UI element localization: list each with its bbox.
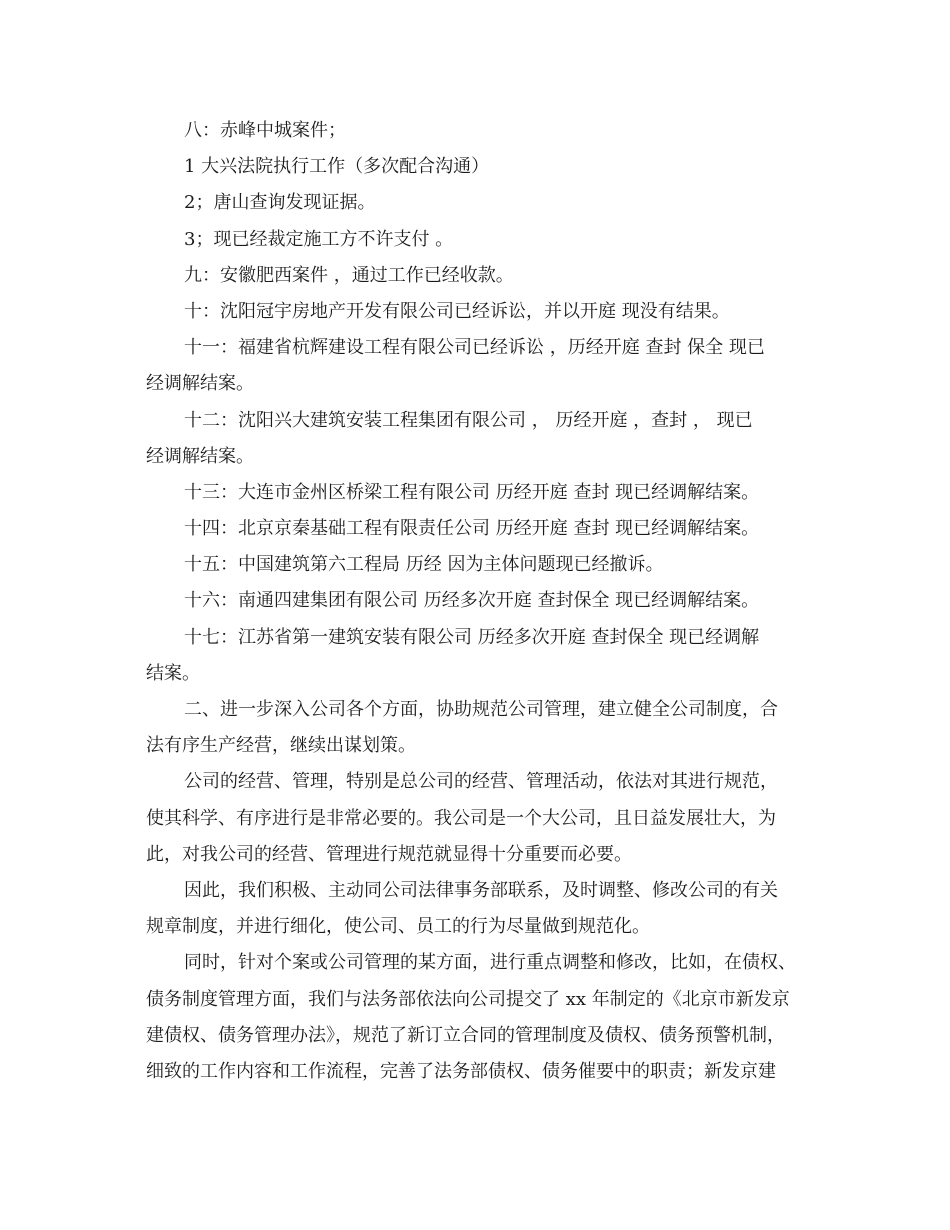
text-line: 经调解结案。 xyxy=(146,445,254,467)
text-line: 细致的工作内容和工作流程，完善了法务部债权、债务催要中的职责；新发京建 xyxy=(146,1060,776,1082)
text-line: 二、进一步深入公司各个方面，协助规范公司管理，建立健全公司制度，合 xyxy=(184,699,778,720)
text-line: 此，对我公司的经营、管理进行规范就显得十分重要而必要。 xyxy=(146,843,632,865)
document-body xyxy=(146,113,806,1090)
text-line: 十四：北京京秦基础工程有限责任公司 历经开庭 查封 现已经调解结案。 xyxy=(184,518,760,540)
text-line: 规章制度，并进行细化，使公司、员工的行为尽量做到规范化。 xyxy=(146,916,650,938)
text-line: 十六：南通四建集团有限公司 历经多次开庭 查封保全 现已经调解结案。 xyxy=(184,590,760,612)
text-line: 十二：沈阳兴大建筑安装工程集团有限公司 ， 历经开庭 ，查封 ， 现已 xyxy=(184,409,753,431)
text-line: 八：赤峰中城案件； xyxy=(184,120,346,141)
text-line: 建债权、债务管理办法》，规范了新订立合同的管理制度及债权、债务预警机制， xyxy=(146,1024,785,1046)
text-line: 2；唐山查询发现证据。 xyxy=(184,192,376,214)
text-line: 十七：江苏省第一建筑安装有限公司 历经多次开庭 查封保全 现已经调解 xyxy=(184,626,760,648)
text-line: 债务制度管理方面，我们与法务部依法向公司提交了 xx 年制定的《北京市新发京 xyxy=(146,988,790,1010)
text-line: 九：安徽肥西案件 ，通过工作已经收款。 xyxy=(184,264,514,286)
text-line: 结案。 xyxy=(146,662,200,684)
text-line: 3；现已经裁定施工方不许支付 。 xyxy=(184,228,454,250)
text-line: 使其科学、有序进行是非常必要的。我公司是一个大公司，且日益发展壮大，为 xyxy=(146,807,776,829)
text-line: 十一：福建省杭辉建设工程有限公司已经诉讼 ，历经开庭 查封 保全 现已 xyxy=(184,337,765,359)
text-line: 经调解结案。 xyxy=(146,373,254,395)
text-line: 因此，我们积极、主动同公司法律事务部联系，及时调整、修改公司的有关 xyxy=(184,879,778,901)
text-line: 十：沈阳冠宇房地产开发有限公司已经诉讼，并以开庭 现没有结果。 xyxy=(184,300,730,322)
text-line: 1 大兴法院执行工作（多次配合沟通） xyxy=(184,156,490,178)
text-line: 十五：中国建筑第六工程局 历经 因为主体问题现已经撤诉。 xyxy=(184,554,664,576)
text-line: 公司的经营、管理，特别是总公司的经营、管理活动，依法对其进行规范， xyxy=(184,771,778,793)
text-line: 同时，针对个案或公司管理的某方面，进行重点调整和修改，比如，在债权、 xyxy=(184,952,796,974)
text-line: 法有序生产经营，继续出谋划策。 xyxy=(146,735,416,757)
text-line: 十三：大连市金州区桥梁工程有限公司 历经开庭 查封 现已经调解结案。 xyxy=(184,481,760,503)
